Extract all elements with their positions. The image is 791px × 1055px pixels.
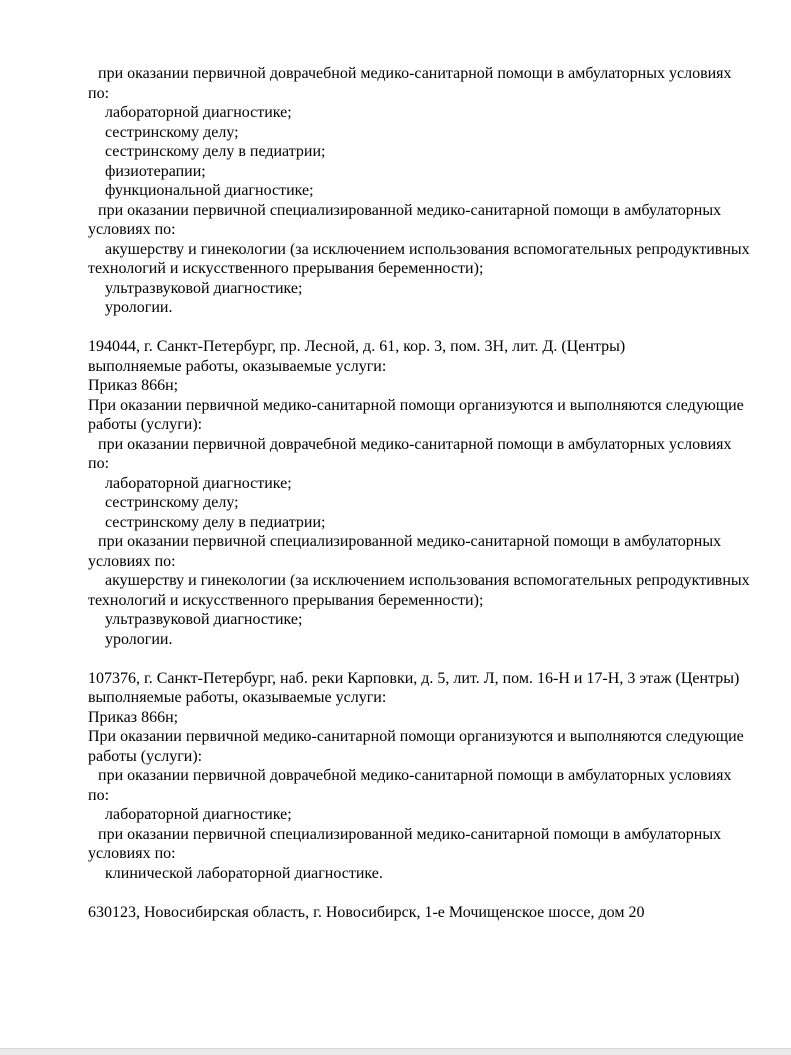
license-address-karpovki-5 [88, 669, 791, 884]
service-item: сестринскому делу в педиатрии; [105, 143, 326, 160]
service-item: урологии. [105, 299, 173, 316]
service-item: сестринскому делу; [105, 494, 239, 511]
order-reference: Приказ 866н; [88, 377, 179, 394]
care-condition-line: при оказании первичной специализированной медико-санитарной помощи в амбулаторных условиях по: [88, 825, 722, 862]
bottom-divider-bar [0, 1048, 791, 1055]
service-item: акушерству и гинекологии (за исключением использования вспомогательных репродуктивных технологий и искусственного прерывания беременности); [88, 240, 750, 277]
license-works-continuation [88, 64, 791, 318]
service-item: ультразвуковой диагностике; [105, 611, 303, 628]
care-condition-line: при оказании первичной специализированной медико-санитарной помощи в амбулаторных условиях по: [88, 201, 722, 238]
service-item: лабораторной диагностике; [105, 474, 292, 492]
service-item: клинической лабораторной диагностике. [105, 864, 383, 882]
address-line: 107376, г. Санкт-Петербург, наб. реки Карповки, д. 5, лит. Л, пом. 16-Н и 17-Н, 3 этаж (Центры) [88, 669, 740, 687]
license-address-novosibirsk [88, 903, 791, 923]
license-address-lesnoy-61 [88, 337, 791, 649]
care-condition-line: при оказании первичной доврачебной медико-санитарной помощи в амбулаторных условиях по: [88, 65, 732, 102]
intro-line: При оказании первичной медико-санитарной помощи организуются и выполняются следующие работы (услуги): [88, 396, 744, 433]
service-item: урологии. [105, 630, 173, 648]
service-item: сестринскому делу в педиатрии; [105, 513, 326, 531]
service-item: ультразвуковой диагностике; [105, 279, 303, 297]
address-line: 194044, г. Санкт-Петербург, пр. Лесной, д. 61, кор. 3, пом. 3Н, лит. Д. (Центры) [88, 338, 626, 355]
works-services-label: выполняемые работы, оказываемые услуги: [88, 689, 387, 706]
license-document-text [88, 64, 791, 922]
works-services-label: выполняемые работы, оказываемые услуги: [88, 357, 387, 375]
service-item: акушерству и гинекологии (за исключением использования вспомогательных репродуктивных технологий и искусственного прерывания беременности); [88, 572, 750, 609]
service-item: лабораторной диагностике; [105, 806, 292, 823]
service-item: физиотерапии; [105, 162, 206, 180]
service-item: функциональной диагностике; [105, 182, 314, 199]
care-condition-line: при оказании первичной доврачебной медико-санитарной помощи в амбулаторных условиях по: [88, 767, 732, 804]
service-item: лабораторной диагностике; [105, 104, 292, 121]
order-reference: Приказ 866н; [88, 708, 179, 726]
intro-line: При оказании первичной медико-санитарной помощи организуются и выполняются следующие работы (услуги): [88, 728, 744, 765]
care-condition-line: при оказании первичной специализированной медико-санитарной помощи в амбулаторных условиях по: [88, 533, 722, 570]
service-item: сестринскому делу; [105, 123, 239, 141]
care-condition-line: при оказании первичной доврачебной медико-санитарной помощи в амбулаторных условиях по: [88, 435, 732, 472]
address-line: 630123, Новосибирская область, г. Новосибирск, 1-е Мочищенское шоссе, дом 20 [88, 903, 645, 921]
